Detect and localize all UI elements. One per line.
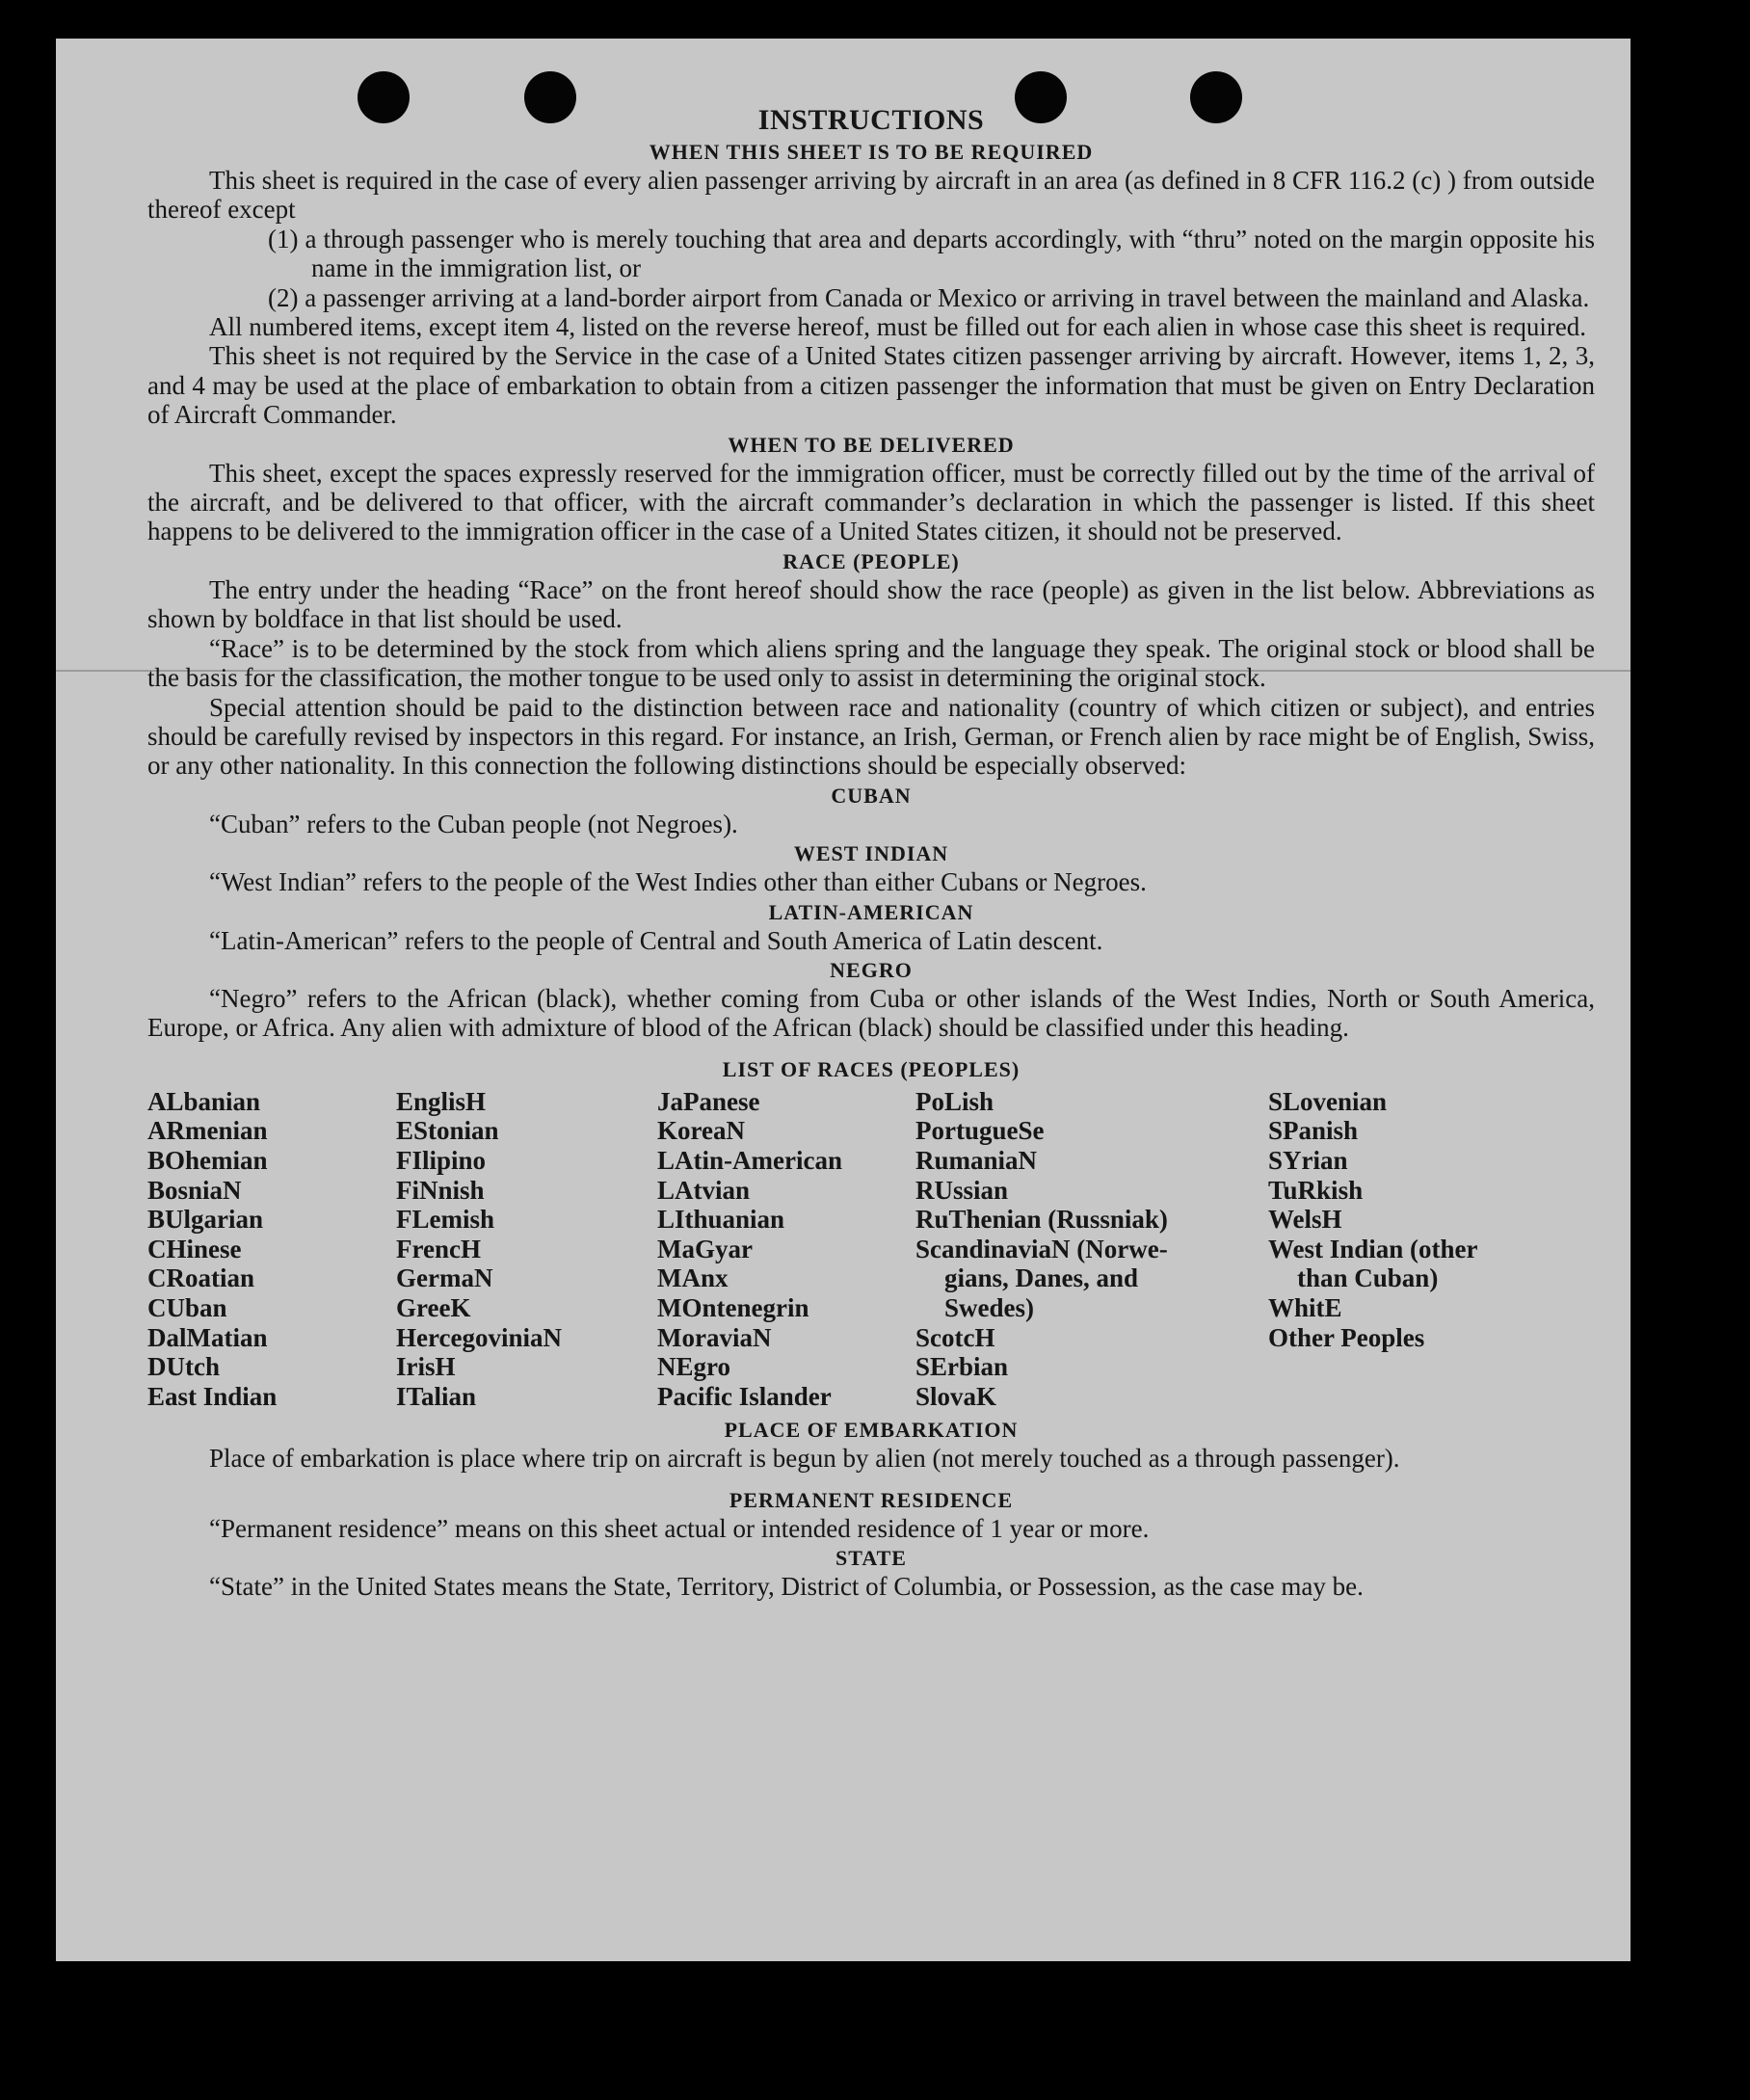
race-entry: IrisH [396, 1352, 456, 1382]
race-entry: Other Peoples [1268, 1322, 1425, 1352]
paragraph: The entry under the heading “Race” on the front hereof should show the race (people) as given in the list below. Abbreviations as shown by boldface in that list should be used. [147, 574, 1595, 634]
race-entry: LAtin-American [657, 1145, 842, 1175]
paragraph: “Permanent residence” means on this sheet actual or intended residence of 1 year or more. [209, 1513, 1150, 1543]
races-column [915, 1087, 1268, 1412]
paragraph: All numbered items, except item 4, listed on the reverse hereof, must be filled out for each alien in whose case this sheet is required. [209, 312, 1587, 342]
heading-west-indian: WEST INDIAN [793, 841, 949, 866]
race-entry: BOhemian [147, 1145, 268, 1175]
race-entry: DalMatian [147, 1322, 268, 1352]
heading-state: STATE [835, 1546, 907, 1571]
race-entry: LIthuanian [657, 1205, 785, 1235]
heading-negro: NEGRO [830, 957, 913, 982]
heading-required: WHEN THIS SHEET IS TO BE REQUIRED [649, 140, 1094, 164]
race-entry: GreeK [396, 1292, 471, 1322]
race-entry: NEgro [657, 1352, 731, 1382]
race-entry: DUtch [147, 1352, 220, 1382]
paragraph: “Negro” refers to the African (black), whether coming from Cuba or other islands of the West Indies, North or South America, Europe, or Africa. Any alien with admixture of blood of the African (black) should be classified under this heading. [147, 983, 1595, 1043]
heading-race: RACE (PEOPLE) [782, 548, 960, 573]
race-entry: GermaN [396, 1263, 493, 1293]
race-entry: FLemish [396, 1205, 495, 1235]
race-entry: BosniaN [147, 1175, 242, 1205]
race-entry: SPanish [1268, 1116, 1359, 1146]
race-entry: ScotcH [915, 1322, 995, 1352]
paragraph: “State” in the United States means the State, Territory, District of Columbia, or Possession, as the case may be. [209, 1572, 1364, 1602]
race-entry: ScandinaviaN (Norwe- [915, 1234, 1168, 1263]
race-entry: MOntenegrin [657, 1292, 809, 1322]
race-entry: ALbanian [147, 1086, 261, 1116]
race-entry: RuThenian (Russniak) [915, 1205, 1168, 1235]
race-entry: CHinese [147, 1234, 242, 1263]
page-title: INSTRUCTIONS [757, 104, 985, 136]
race-entry: Swedes) [944, 1292, 1034, 1322]
race-entry: FiNnish [396, 1175, 485, 1205]
race-entry: than Cuban) [1297, 1263, 1439, 1293]
heading-residence: PERMANENT RESIDENCE [729, 1487, 1014, 1512]
heading-list-of-races: LIST OF RACES (PEOPLES) [722, 1056, 1021, 1081]
paragraph: This sheet, except the spaces expressly reserved for the immigration officer, must be correctly filled out by the time of the arrival of the aircraft, and be delivered to that officer, with the aircraft commander’s declaration in which the passenger is listed. If this sheet happens to be delivered to the immigration officer in the case of a United States citizen, it should not be preserved. [147, 458, 1595, 546]
race-entry: WhitE [1268, 1292, 1342, 1322]
race-entry: RUssian [915, 1175, 1009, 1205]
document-sheet [56, 39, 1631, 1961]
heading-cuban: CUBAN [831, 783, 912, 808]
race-entry: TuRkish [1268, 1175, 1364, 1205]
races-column [396, 1087, 657, 1412]
race-entry: SYrian [1268, 1145, 1348, 1175]
race-entry: MaGyar [657, 1234, 753, 1263]
race-entry: LAtvian [657, 1175, 751, 1205]
heading-embarkation: PLACE OF EMBARKATION [724, 1418, 1019, 1443]
paragraph: “Cuban” refers to the Cuban people (not Negroes). [209, 809, 738, 838]
paragraph: “West Indian” refers to the people of the West Indies other than either Cubans or Negroes. [209, 867, 1147, 897]
race-entry: East Indian [147, 1381, 278, 1411]
list-item: (2) a passenger arriving at a land-border airport from Canada or Mexico or arriving in travel between the mainland and Alaska. [268, 282, 1590, 312]
race-entry: CRoatian [147, 1263, 255, 1293]
race-entry: PortugueSe [915, 1116, 1045, 1146]
paragraph: This sheet is not required by the Service in the case of a United States citizen passenger arriving by aircraft. However, items 1, 2, 3, and 4 may be used at the place of embarkation to obtain from a citizen passenger the information that must be given on Entry Declaration of Aircraft Commander. [147, 341, 1595, 430]
list-item: (1) a through passenger who is merely touching that area and departs accordingly, with “thru” noted on the margin opposite his name in the immigration list, or [268, 224, 1595, 283]
heading-delivered: WHEN TO BE DELIVERED [728, 432, 1015, 457]
race-entry: ITalian [396, 1381, 477, 1411]
instructions-body [147, 104, 1595, 1602]
race-entry: FIlipino [396, 1145, 487, 1175]
race-entry: Pacific Islander [657, 1381, 832, 1411]
race-entry: FrencH [396, 1234, 481, 1263]
race-entry: EnglisH [396, 1086, 487, 1116]
race-entry: ARmenian [147, 1116, 268, 1146]
paragraph: Special attention should be paid to the distinction between race and nationality (country of which citizen or subject), and entries should be carefully revised by inspectors in this regard. For instance, an Irish, German, or French alien by race might be of English, Swiss, or any other nationality. In this connection the following distinctions should be especially observed: [147, 692, 1595, 781]
race-entry: CUban [147, 1292, 227, 1322]
paragraph: “Latin-American” refers to the people of Central and South America of Latin descent. [209, 925, 1103, 955]
race-entry: SlovaK [915, 1381, 997, 1411]
race-entry: WelsH [1268, 1205, 1342, 1235]
race-entry: BUlgarian [147, 1205, 264, 1235]
race-entry: PoLish [915, 1086, 994, 1116]
paragraph: This sheet is required in the case of every alien passenger arriving by aircraft in an area (as defined in 8 CFR 116.2 (c) ) from outside thereof except [147, 166, 1595, 225]
race-entry: SLovenian [1268, 1086, 1388, 1116]
races-column [657, 1087, 915, 1412]
paragraph: Place of embarkation is place where trip on aircraft is begun by alien (not merely touched as a through passenger). [209, 1444, 1400, 1474]
race-entry: MAnx [657, 1263, 729, 1293]
race-entry: JaPanese [657, 1086, 760, 1116]
races-column [1268, 1087, 1595, 1412]
races-column [147, 1087, 396, 1412]
races-list [147, 1087, 1595, 1412]
heading-latin-american: LATIN-AMERICAN [768, 899, 974, 924]
race-entry: HercegoviniaN [396, 1322, 562, 1352]
race-entry: gians, Danes, and [944, 1263, 1139, 1293]
race-entry: RumaniaN [915, 1145, 1038, 1175]
race-entry: MoraviaN [657, 1322, 772, 1352]
race-entry: SErbian [915, 1352, 1009, 1382]
paragraph: “Race” is to be determined by the stock from which aliens spring and the language they speak. The original stock or blood shall be the basis for the classification, the mother tongue to be used only to assist in determining the original stock. [147, 633, 1595, 693]
race-entry: EStonian [396, 1116, 499, 1146]
race-entry: West Indian (other [1268, 1234, 1478, 1263]
race-entry: KoreaN [657, 1116, 745, 1146]
